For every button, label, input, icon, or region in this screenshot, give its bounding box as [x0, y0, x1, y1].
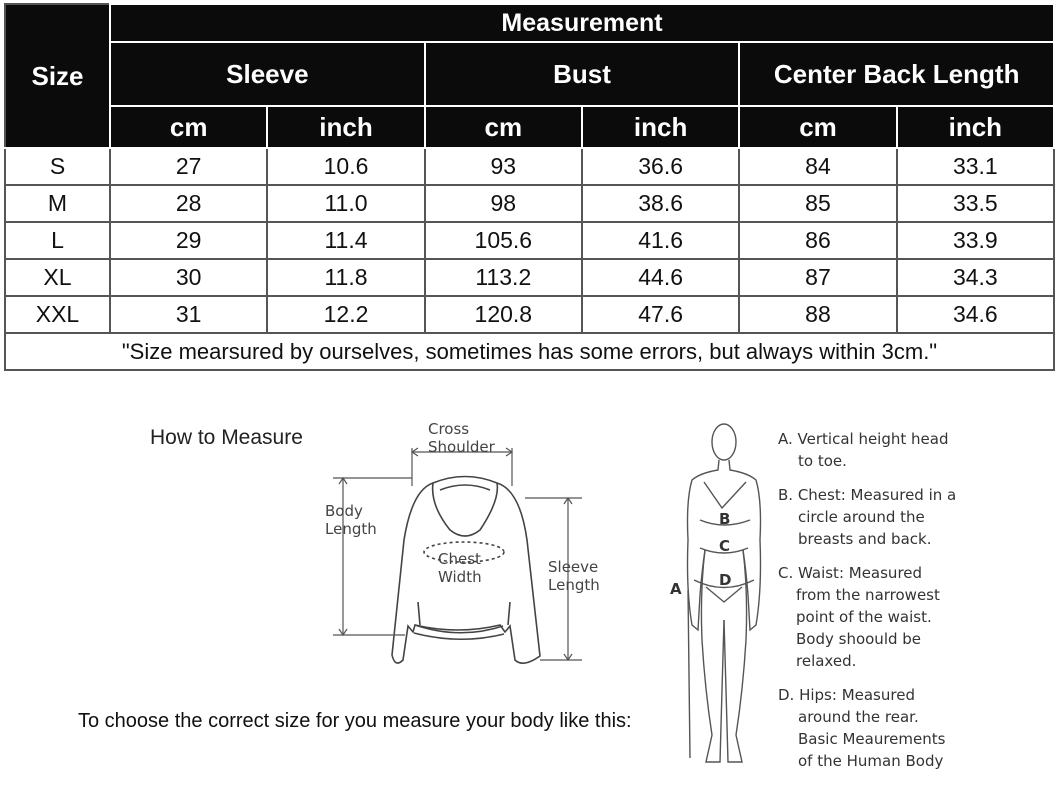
chest-width-label: Chest Width: [438, 550, 482, 586]
how-to-measure-section: [0, 390, 1059, 800]
value-cell: 28: [110, 185, 267, 222]
value-cell: 88: [739, 296, 896, 333]
marker-a: A: [670, 580, 682, 598]
measurement-glossary: [778, 428, 978, 784]
bust-header: Bust: [425, 42, 740, 106]
marker-d: D: [719, 571, 732, 589]
value-cell: 11.8: [267, 259, 424, 296]
unit-header: inch: [897, 106, 1054, 148]
value-cell: 87: [739, 259, 896, 296]
cross-shoulder-label: Cross Shoulder: [428, 420, 495, 456]
value-cell: 41.6: [582, 222, 739, 259]
size-note: "Size mearsured by ourselves, sometimes has some errors, but always within 3cm.": [5, 333, 1054, 370]
marker-c: C: [719, 537, 731, 555]
sleeve-header: Sleeve: [110, 42, 425, 106]
table-row: [5, 222, 1054, 259]
value-cell: 33.5: [897, 185, 1054, 222]
unit-header: inch: [582, 106, 739, 148]
value-cell: 47.6: [582, 296, 739, 333]
value-cell: 29: [110, 222, 267, 259]
value-cell: 84: [739, 148, 896, 185]
value-cell: 44.6: [582, 259, 739, 296]
value-cell: 86: [739, 222, 896, 259]
glossary-item-a: A. Vertical height head to toe.: [778, 430, 949, 470]
table-row: [5, 259, 1054, 296]
glossary-item-d: D. Hips: Measured around the rear. Basic Meaurements of the Human Body: [778, 686, 946, 770]
glossary-item-c: C. Waist: Measured from the narrowest point of the waist. Body shoould be relaxed.: [778, 564, 940, 670]
size-cell: XL: [5, 259, 110, 296]
size-chart-table: [4, 3, 1055, 371]
value-cell: 30: [110, 259, 267, 296]
value-cell: 12.2: [267, 296, 424, 333]
how-to-measure-title: How to Measure: [150, 426, 303, 449]
value-cell: 93: [425, 148, 582, 185]
value-cell: 113.2: [425, 259, 582, 296]
value-cell: 11.0: [267, 185, 424, 222]
sleeve-length-label: Sleeve Length: [548, 558, 600, 594]
table-row: [5, 296, 1054, 333]
marker-b: B: [719, 510, 731, 528]
unit-header: cm: [739, 106, 896, 148]
size-header: Size: [5, 4, 110, 148]
value-cell: 27: [110, 148, 267, 185]
measurement-header: Measurement: [110, 4, 1054, 42]
size-cell: M: [5, 185, 110, 222]
instruction-text: To choose the correct size for you measure your body like this:: [78, 710, 632, 732]
glossary-item-b: B. Chest: Measured in a circle around the breasts and back.: [778, 486, 957, 548]
value-cell: 34.6: [897, 296, 1054, 333]
size-cell: S: [5, 148, 110, 185]
size-cell: L: [5, 222, 110, 259]
unit-header: inch: [267, 106, 424, 148]
value-cell: 33.1: [897, 148, 1054, 185]
value-cell: 31: [110, 296, 267, 333]
center-back-length-header: Center Back Length: [739, 42, 1054, 106]
value-cell: 36.6: [582, 148, 739, 185]
value-cell: 85: [739, 185, 896, 222]
value-cell: 105.6: [425, 222, 582, 259]
value-cell: 38.6: [582, 185, 739, 222]
table-row: [5, 148, 1054, 185]
table-row: [5, 185, 1054, 222]
size-cell: XXL: [5, 296, 110, 333]
value-cell: 120.8: [425, 296, 582, 333]
value-cell: 98: [425, 185, 582, 222]
value-cell: 34.3: [897, 259, 1054, 296]
unit-header: cm: [425, 106, 582, 148]
body-figure: [688, 424, 761, 762]
unit-header: cm: [110, 106, 267, 148]
body-length-label: Body Length: [325, 502, 377, 538]
value-cell: 33.9: [897, 222, 1054, 259]
value-cell: 11.4: [267, 222, 424, 259]
value-cell: 10.6: [267, 148, 424, 185]
